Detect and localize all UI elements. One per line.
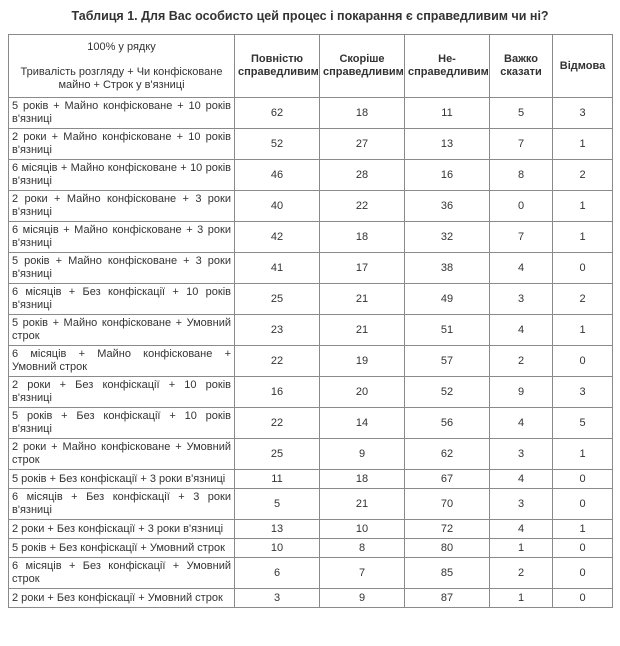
table-cell: 46 bbox=[235, 160, 320, 191]
table-title: Таблиця 1. Для Вас особисто цей процес і покарання є справедливим чи ні? bbox=[71, 9, 549, 23]
data-table bbox=[8, 34, 613, 608]
table-cell: 16 bbox=[405, 160, 490, 191]
table-cell: 2 bbox=[553, 284, 613, 315]
table-cell: 21 bbox=[320, 284, 405, 315]
table-row bbox=[9, 315, 613, 346]
table-cell: 19 bbox=[320, 346, 405, 377]
table-cell: 1 bbox=[553, 439, 613, 470]
corner-header bbox=[9, 35, 235, 98]
table-cell: 0 bbox=[553, 558, 613, 589]
table-cell: 5 bbox=[490, 98, 553, 129]
table-cell: 9 bbox=[320, 589, 405, 608]
table-cell: 16 bbox=[235, 377, 320, 408]
table-row bbox=[9, 98, 613, 129]
table-row bbox=[9, 253, 613, 284]
table-cell: 17 bbox=[320, 253, 405, 284]
table-row bbox=[9, 539, 613, 558]
table-cell: 18 bbox=[320, 222, 405, 253]
table-row bbox=[9, 439, 613, 470]
table-cell: 0 bbox=[553, 470, 613, 489]
table-cell: 49 bbox=[405, 284, 490, 315]
table-cell: 3 bbox=[490, 439, 553, 470]
table-cell: 4 bbox=[490, 408, 553, 439]
table-cell: 7 bbox=[490, 129, 553, 160]
table-cell: 2 bbox=[490, 346, 553, 377]
table-row bbox=[9, 558, 613, 589]
column-header: Відмова bbox=[553, 35, 613, 98]
table-row bbox=[9, 284, 613, 315]
table-cell: 36 bbox=[405, 191, 490, 222]
table-cell: 70 bbox=[405, 489, 490, 520]
table-cell: 80 bbox=[405, 539, 490, 558]
table-cell: 27 bbox=[320, 129, 405, 160]
table-row bbox=[9, 222, 613, 253]
table-cell: 22 bbox=[235, 408, 320, 439]
row-label: 5 років + Без конфіскації + Умовний строк bbox=[9, 539, 235, 558]
table-cell: 28 bbox=[320, 160, 405, 191]
row-label: 2 роки + Без конфіскації + 3 роки в'язниці bbox=[9, 520, 235, 539]
table-cell: 40 bbox=[235, 191, 320, 222]
row-label: 2 роки + Без конфіскації + 10 років в'язниці bbox=[9, 377, 235, 408]
table-cell: 13 bbox=[235, 520, 320, 539]
corner-header-line2: Тривалість розгляду + Чи конфісковане майно + Строк у в'язниці bbox=[20, 65, 223, 91]
row-label: 6 місяців + Без конфіскації + 10 років в'язниці bbox=[9, 284, 235, 315]
table-cell: 21 bbox=[320, 489, 405, 520]
table-cell: 7 bbox=[320, 558, 405, 589]
table-cell: 3 bbox=[553, 377, 613, 408]
table-cell: 1 bbox=[490, 589, 553, 608]
table-row bbox=[9, 408, 613, 439]
table-cell: 13 bbox=[405, 129, 490, 160]
column-header: Важко сказати bbox=[490, 35, 553, 98]
table-cell: 18 bbox=[320, 470, 405, 489]
row-label: 5 років + Майно конфісковане + 3 роки в'язниці bbox=[9, 253, 235, 284]
table-cell: 25 bbox=[235, 284, 320, 315]
table-cell: 2 bbox=[553, 160, 613, 191]
table-row bbox=[9, 160, 613, 191]
table-cell: 25 bbox=[235, 439, 320, 470]
table-cell: 5 bbox=[553, 408, 613, 439]
table-row bbox=[9, 346, 613, 377]
row-label: 5 років + Майно конфісковане + Умовний строк bbox=[9, 315, 235, 346]
table-cell: 52 bbox=[405, 377, 490, 408]
table-cell: 0 bbox=[553, 589, 613, 608]
row-label: 6 місяців + Без конфіскації + Умовний строк bbox=[9, 558, 235, 589]
table-cell: 56 bbox=[405, 408, 490, 439]
table-cell: 32 bbox=[405, 222, 490, 253]
table-cell: 6 bbox=[235, 558, 320, 589]
table-cell: 20 bbox=[320, 377, 405, 408]
table-row bbox=[9, 129, 613, 160]
table-cell: 1 bbox=[553, 315, 613, 346]
table-cell: 0 bbox=[490, 191, 553, 222]
table-row bbox=[9, 589, 613, 608]
column-header: Повністю справедливим bbox=[235, 35, 320, 98]
table-cell: 38 bbox=[405, 253, 490, 284]
table-cell: 8 bbox=[320, 539, 405, 558]
table-cell: 23 bbox=[235, 315, 320, 346]
table-cell: 62 bbox=[235, 98, 320, 129]
table-cell: 1 bbox=[553, 520, 613, 539]
table-row bbox=[9, 520, 613, 539]
table-cell: 3 bbox=[235, 589, 320, 608]
table-cell: 21 bbox=[320, 315, 405, 346]
table-cell: 41 bbox=[235, 253, 320, 284]
table-cell: 8 bbox=[490, 160, 553, 191]
table-cell: 10 bbox=[320, 520, 405, 539]
header-row bbox=[9, 35, 613, 98]
row-label: 5 років + Без конфіскації + 3 роки в'язниці bbox=[9, 470, 235, 489]
table-cell: 4 bbox=[490, 470, 553, 489]
table-cell: 11 bbox=[235, 470, 320, 489]
table-cell: 0 bbox=[553, 253, 613, 284]
table-cell: 4 bbox=[490, 315, 553, 346]
table-cell: 57 bbox=[405, 346, 490, 377]
table-cell: 9 bbox=[490, 377, 553, 408]
table-cell: 42 bbox=[235, 222, 320, 253]
table-cell: 85 bbox=[405, 558, 490, 589]
table-cell: 87 bbox=[405, 589, 490, 608]
table-cell: 22 bbox=[235, 346, 320, 377]
table-cell: 0 bbox=[553, 539, 613, 558]
table-cell: 4 bbox=[490, 520, 553, 539]
table-cell: 0 bbox=[553, 489, 613, 520]
table-cell: 1 bbox=[553, 129, 613, 160]
table-cell: 18 bbox=[320, 98, 405, 129]
row-label: 5 років + Без конфіскації + 10 років в'язниці bbox=[9, 408, 235, 439]
row-label: 2 роки + Майно конфісковане + Умовний строк bbox=[9, 439, 235, 470]
table-cell: 22 bbox=[320, 191, 405, 222]
table-cell: 7 bbox=[490, 222, 553, 253]
table-row bbox=[9, 377, 613, 408]
table-cell: 1 bbox=[490, 539, 553, 558]
table-cell: 3 bbox=[490, 284, 553, 315]
row-label: 2 роки + Без конфіскації + Умовний строк bbox=[9, 589, 235, 608]
table-cell: 0 bbox=[553, 346, 613, 377]
row-label: 2 роки + Майно конфісковане + 3 роки в'язниці bbox=[9, 191, 235, 222]
table-cell: 3 bbox=[490, 489, 553, 520]
row-label: 6 місяців + Майно конфісковане + 3 роки в'язниці bbox=[9, 222, 235, 253]
table-cell: 52 bbox=[235, 129, 320, 160]
row-label: 5 років + Майно конфісковане + 10 років в'язниці bbox=[9, 98, 235, 129]
table-cell: 10 bbox=[235, 539, 320, 558]
table-cell: 67 bbox=[405, 470, 490, 489]
table-row bbox=[9, 489, 613, 520]
column-header: Не-справедливим bbox=[405, 35, 490, 98]
table-cell: 72 bbox=[405, 520, 490, 539]
table-cell: 5 bbox=[235, 489, 320, 520]
table-cell: 2 bbox=[490, 558, 553, 589]
table-cell: 11 bbox=[405, 98, 490, 129]
corner-header-line1: 100% у рядку bbox=[87, 40, 156, 53]
table-cell: 62 bbox=[405, 439, 490, 470]
table-cell: 4 bbox=[490, 253, 553, 284]
table-cell: 3 bbox=[553, 98, 613, 129]
table-row bbox=[9, 470, 613, 489]
table-cell: 1 bbox=[553, 191, 613, 222]
table-cell: 1 bbox=[553, 222, 613, 253]
row-label: 6 місяців + Майно конфісковане + 10 років в'язниці bbox=[9, 160, 235, 191]
table-cell: 14 bbox=[320, 408, 405, 439]
row-label: 6 місяців + Без конфіскації + 3 роки в'язниці bbox=[9, 489, 235, 520]
table-cell: 9 bbox=[320, 439, 405, 470]
table-cell: 51 bbox=[405, 315, 490, 346]
column-header: Скоріше справедливим bbox=[320, 35, 405, 98]
row-label: 2 роки + Майно конфісковане + 10 років в'язниці bbox=[9, 129, 235, 160]
row-label: 6 місяців + Майно конфісковане + Умовний строк bbox=[9, 346, 235, 377]
table-row bbox=[9, 191, 613, 222]
